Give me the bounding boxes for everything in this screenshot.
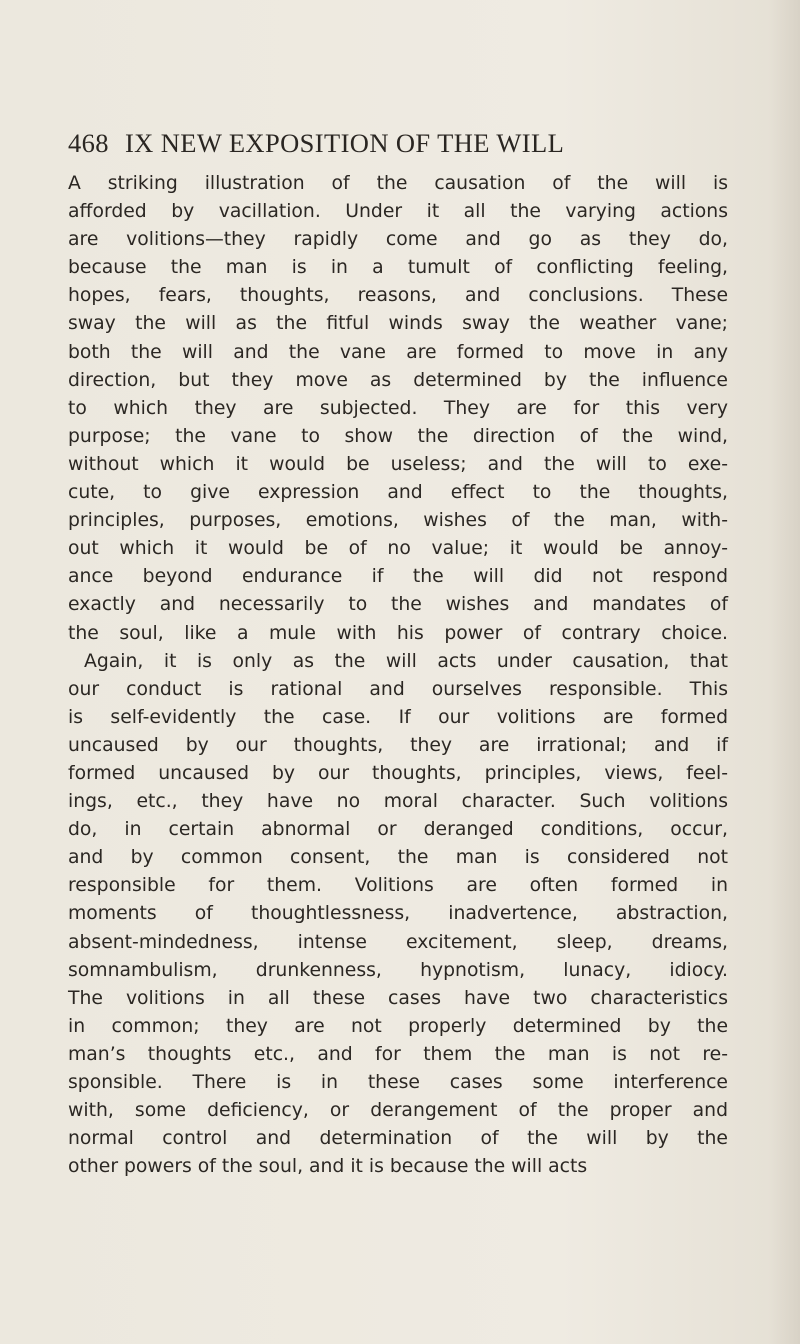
body-text (68, 170, 728, 1181)
text-line: man’s thoughts etc., and for them the man is not re- (68, 1043, 728, 1065)
text-line: A striking illustration of the causation of the will is (68, 173, 728, 194)
text-line: purpose; the vane to show the direction of the wind, (68, 425, 728, 447)
text-line: formed uncaused by our thoughts, principles, views, feel- (68, 762, 728, 784)
text-line: Again, it is only as the will acts under causation, that (84, 650, 728, 672)
text-line: The volitions in all these cases have two characteristics (68, 987, 728, 1009)
text-line: absent-mindedness, intense excitement, sleep, dreams, (68, 931, 728, 953)
text-line: without which it would be useless; and the will to exe- (68, 453, 728, 475)
text-line: somnambulism, drunkenness, hypnotism, lunacy, idiocy. (68, 959, 728, 981)
text-line: ings, etc., they have no moral character. Such volitions (68, 791, 728, 813)
text-line: out which it would be of no value; it would be annoy- (68, 538, 728, 560)
text-line: is self-evidently the case. If our volitions are formed (68, 706, 728, 728)
text-line: the soul, like a mule with his power of contrary choice. (68, 622, 728, 644)
text-line: cute, to give expression and effect to the thoughts, (68, 482, 728, 504)
text-line: because the man is in a tumult of conflicting feeling, (68, 257, 728, 279)
text-line: hopes, fears, thoughts, reasons, and conclusions. These (68, 285, 728, 307)
text-line: our conduct is rational and ourselves responsible. This (68, 678, 728, 700)
text-line: other powers of the soul, and it is because the will acts (68, 1156, 588, 1178)
text-line: in common; they are not properly determined by the (68, 1015, 728, 1037)
text-line: normal control and determination of the will by the (68, 1128, 728, 1150)
text-line: uncaused by our thoughts, they are irrational; and if (68, 734, 728, 756)
text-line: ance beyond endurance if the will did not respond (68, 566, 728, 588)
text-line: sway the will as the fitful winds sway the weather vane; (68, 313, 728, 335)
text-line: both the will and the vane are formed to move in any (68, 341, 728, 363)
text-line: sponsible. There is in these cases some interference (68, 1072, 728, 1093)
text-line: and by common consent, the man is considered not (68, 847, 728, 869)
text-line: to which they are subjected. They are for this very (68, 397, 728, 419)
page-number: 468 (68, 128, 109, 158)
text-line: afforded by vacillation. Under it all the varying actions (68, 201, 728, 223)
text-line: responsible for them. Volitions are often formed in (68, 875, 728, 897)
page-header (68, 128, 728, 164)
text-line: with, some deficiency, or derangement of the proper and (68, 1100, 728, 1122)
text-line: direction, but they move as determined by the influence (68, 369, 728, 391)
text-line: do, in certain abnormal or deranged conditions, occur, (68, 819, 728, 841)
text-line: principles, purposes, emotions, wishes of the man, with- (68, 510, 728, 532)
text-line: moments of thoughtlessness, inadvertence, abstraction, (68, 903, 728, 925)
text-line: exactly and necessarily to the wishes and mandates of (68, 594, 728, 616)
text-line: are volitions—they rapidly come and go as they do, (68, 229, 728, 251)
running-head: IX NEW EXPOSITION OF THE WILL (124, 128, 565, 158)
